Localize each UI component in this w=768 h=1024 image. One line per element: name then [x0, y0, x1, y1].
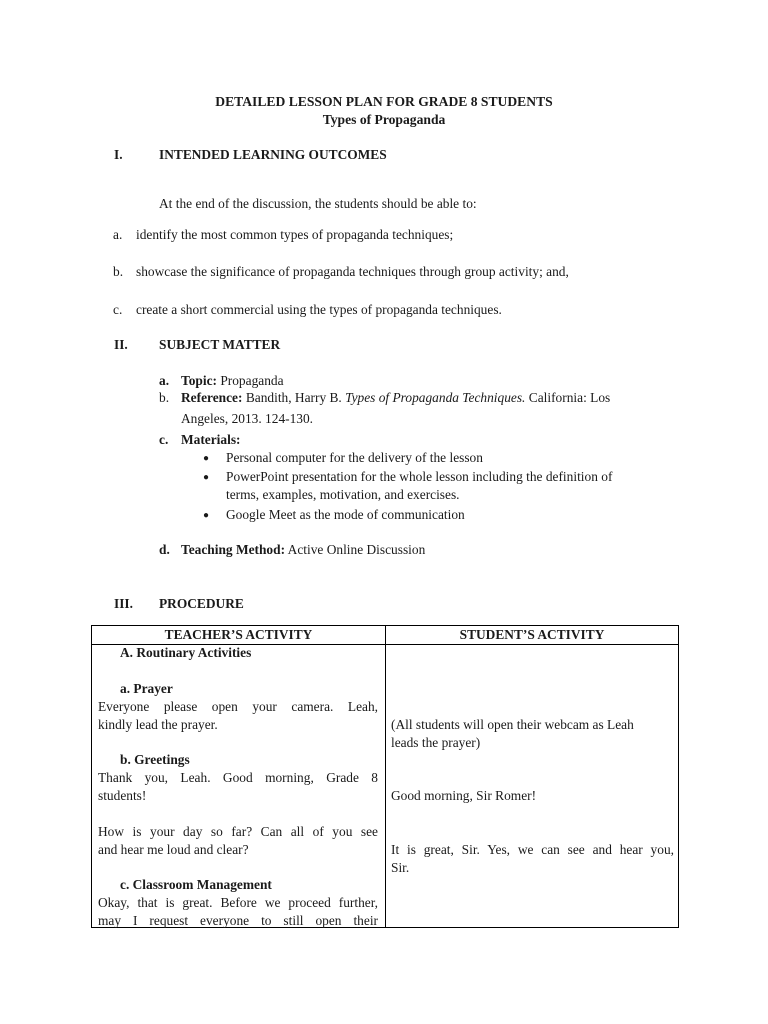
- material-item-2: PowerPoint presentation for the whole lesson including the definition of: [226, 469, 613, 484]
- topic-line: [181, 373, 284, 389]
- materials-marker: c.: [159, 432, 169, 447]
- page-subtitle: Types of Propaganda: [322, 112, 446, 127]
- outcome-marker-b: b.: [113, 264, 124, 279]
- bullet-icon: ●: [203, 510, 210, 521]
- topic-value: Propaganda: [220, 373, 284, 388]
- section-2-heading: SUBJECT MATTER: [159, 337, 281, 352]
- outcome-item-b: showcase the significance of propaganda techniques through group activity; and,: [136, 264, 569, 279]
- section-3-numeral: III.: [114, 596, 133, 611]
- materials-label: Materials:: [181, 432, 241, 447]
- method-marker: d.: [159, 542, 170, 557]
- reference-line: [181, 390, 610, 406]
- prayer-line-1: Everyone please open your camera. Leah,: [98, 699, 378, 714]
- method-label: Teaching Method:: [181, 542, 286, 557]
- section-3-heading: PROCEDURE: [159, 596, 244, 611]
- prayer-reply-line-1: (All students will open their webcam as Leah: [391, 717, 634, 732]
- material-item-3: Google Meet as the mode of communication: [226, 507, 465, 522]
- bullet-icon: ●: [203, 453, 210, 464]
- student-activity-header: STUDENT’S ACTIVITY: [459, 627, 605, 642]
- classroom-management-heading: c. Classroom Management: [120, 877, 272, 892]
- outcome-item-a: identify the most common types of propaganda techniques;: [136, 227, 454, 242]
- method-value: Active Online Discussion: [287, 542, 426, 557]
- material-item-1: Personal computer for the delivery of the lesson: [226, 450, 483, 465]
- page-title: DETAILED LESSON PLAN FOR GRADE 8 STUDENTS: [215, 94, 553, 109]
- day-question-line-2: and hear me loud and clear?: [98, 842, 249, 857]
- prayer-line-2: kindly lead the prayer.: [98, 717, 218, 732]
- section-2-numeral: II.: [114, 337, 128, 352]
- management-line-2: may I request everyone to still open their: [98, 913, 378, 928]
- greeting-line-2: students!: [98, 788, 147, 803]
- method-line: [181, 542, 425, 558]
- reference-label: Reference:: [181, 390, 243, 405]
- section-1-numeral: I.: [114, 147, 123, 162]
- day-reply-line-1: It is great, Sir. Yes, we can see and hear you,: [391, 842, 674, 857]
- prayer-heading: a. Prayer: [120, 681, 173, 696]
- topic-marker: a.: [159, 373, 170, 388]
- table-column-divider: [385, 626, 386, 927]
- reference-marker: b.: [159, 390, 170, 405]
- greetings-heading: b. Greetings: [120, 752, 190, 767]
- teacher-activity-header: TEACHER’S ACTIVITY: [164, 627, 313, 642]
- greeting-reply: Good morning, Sir Romer!: [391, 788, 537, 803]
- reference-book: Types of Propaganda Techniques.: [345, 390, 526, 405]
- management-line-1: Okay, that is great. Before we proceed further,: [98, 895, 378, 910]
- outcome-marker-a: a.: [113, 227, 123, 242]
- day-question-line-1: How is your day so far? Can all of you see: [98, 824, 378, 839]
- day-reply-line-2: Sir.: [391, 860, 410, 875]
- procedure-table: [91, 625, 679, 928]
- outcomes-intro: At the end of the discussion, the students should be able to:: [159, 196, 477, 211]
- routinary-activities-heading: A. Routinary Activities: [120, 645, 252, 660]
- prayer-reply-line-2: leads the prayer): [391, 735, 481, 750]
- outcome-marker-c: c.: [113, 302, 123, 317]
- material-item-2-cont: terms, examples, motivation, and exercises.: [226, 487, 460, 502]
- section-1-heading: INTENDED LEARNING OUTCOMES: [159, 147, 387, 162]
- bullet-icon: ●: [203, 472, 210, 483]
- outcome-item-c: create a short commercial using the types of propaganda techniques.: [136, 302, 502, 317]
- topic-label: Topic:: [181, 373, 217, 388]
- reference-rest: Angeles, 2013. 124-130.: [181, 411, 314, 426]
- reference-author: Bandith, Harry B.: [245, 390, 342, 405]
- greeting-line-1: Thank you, Leah. Good morning, Grade 8: [98, 770, 378, 785]
- reference-place: California: Los: [528, 390, 611, 405]
